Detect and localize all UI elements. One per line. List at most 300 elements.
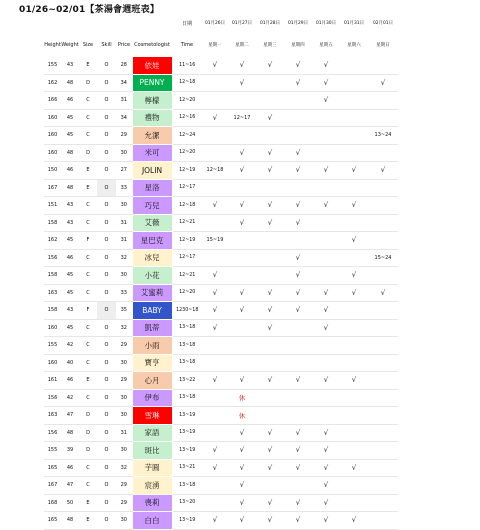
- shift-cell: [256, 74, 284, 92]
- shift-cell: [340, 477, 368, 495]
- check-mark: √: [202, 372, 228, 390]
- size-cell: E: [79, 179, 97, 197]
- table-row: [44, 442, 398, 460]
- date-header: 01月28日: [260, 21, 280, 26]
- weight-cell: 47: [61, 407, 79, 425]
- column-header-time: Time: [180, 42, 194, 49]
- check-mark: √: [368, 284, 398, 302]
- shift-cell: [340, 302, 368, 320]
- shift-cell: [256, 92, 284, 110]
- height-cell: 167: [44, 179, 61, 197]
- check-mark: √: [256, 302, 284, 320]
- shift-cell: [202, 249, 228, 267]
- shift-cell: 15~24: [368, 249, 398, 267]
- skill-cell: O: [97, 74, 116, 92]
- time-cell: 13~18: [172, 477, 202, 495]
- price-cell: 30: [116, 389, 132, 407]
- table-row: [44, 74, 398, 92]
- date-header: 01月27日: [232, 21, 252, 26]
- date-header: 01月31日: [344, 21, 364, 26]
- time-cell: 12~16: [172, 109, 202, 127]
- cosmetologist-name: PENNY: [132, 74, 172, 92]
- check-mark: √: [340, 284, 368, 302]
- weight-cell: 40: [61, 354, 79, 372]
- check-mark: √: [340, 372, 368, 390]
- check-mark: √: [202, 57, 228, 75]
- check-mark: √: [340, 197, 368, 215]
- cosmetologist-name: 白白: [132, 512, 172, 530]
- weight-cell: 45: [61, 232, 79, 250]
- weight-cell: 46: [61, 459, 79, 477]
- size-cell: F: [79, 232, 97, 250]
- size-cell: C: [79, 389, 97, 407]
- check-mark: √: [284, 57, 312, 75]
- shift-cell: [312, 407, 340, 425]
- shift-cell: [228, 249, 256, 267]
- time-cell: 12~20: [172, 284, 202, 302]
- weight-cell: 45: [61, 127, 79, 145]
- check-mark: √: [312, 57, 340, 75]
- time-cell: 12~21: [172, 214, 202, 232]
- cosmetologist-name: 芋圓: [132, 459, 172, 477]
- time-cell: 12~20: [172, 92, 202, 110]
- check-mark: √: [228, 144, 256, 162]
- price-cell: 33: [116, 284, 132, 302]
- column-header-price: Price: [117, 42, 131, 49]
- check-mark: √: [284, 267, 312, 285]
- check-mark: √: [284, 424, 312, 442]
- shift-cell: [228, 179, 256, 197]
- time-cell: 13~18: [172, 354, 202, 372]
- skill-cell: O: [97, 92, 116, 110]
- time-cell: 12~18: [172, 197, 202, 215]
- shift-cell: [256, 389, 284, 407]
- shift-cell: [228, 319, 256, 337]
- check-mark: √: [312, 372, 340, 390]
- shift-cell: [340, 424, 368, 442]
- skill-cell: O: [97, 144, 116, 162]
- shift-cell: [312, 249, 340, 267]
- cosmetologist-name: 檸檬: [132, 92, 172, 110]
- shift-cell: 12~17: [228, 109, 256, 127]
- time-cell: 12~19: [172, 232, 202, 250]
- skill-cell: O: [97, 354, 116, 372]
- weight-cell: 46: [61, 92, 79, 110]
- cosmetologist-name: 雪琳: [132, 407, 172, 425]
- shift-cell: [228, 267, 256, 285]
- check-mark: √: [284, 162, 312, 180]
- sheet-title: 01/26~02/01【茶湯會週班表】: [19, 5, 160, 15]
- check-mark: √: [340, 512, 368, 530]
- weekday-header: 星期四: [291, 43, 305, 49]
- shift-cell: [228, 354, 256, 372]
- price-cell: 30: [116, 512, 132, 530]
- cosmetologist-name: 依娃: [132, 57, 172, 75]
- cosmetologist-name: BABY: [132, 302, 172, 320]
- shift-cell: [368, 214, 398, 232]
- column-header-skill: Skill: [101, 42, 112, 49]
- price-cell: 30: [116, 197, 132, 215]
- weekday-header: 星期日: [376, 43, 390, 49]
- column-header-cosmetologist: Cosmetologist: [134, 42, 170, 48]
- height-cell: 168: [44, 494, 61, 512]
- size-cell: C: [79, 284, 97, 302]
- height-cell: 158: [44, 214, 61, 232]
- shift-cell: [368, 197, 398, 215]
- check-mark: √: [256, 109, 284, 127]
- shift-cell: [284, 109, 312, 127]
- table-row: [44, 197, 398, 215]
- shift-cell: [284, 127, 312, 145]
- weight-cell: 47: [61, 477, 79, 495]
- cosmetologist-name: 禮物: [132, 109, 172, 127]
- shift-cell: [312, 109, 340, 127]
- height-cell: 165: [44, 459, 61, 477]
- size-cell: D: [79, 424, 97, 442]
- check-mark: √: [312, 197, 340, 215]
- date-header: 01月30日: [316, 21, 336, 26]
- size-cell: C: [79, 337, 97, 355]
- shift-cell: [368, 389, 398, 407]
- check-mark: √: [284, 144, 312, 162]
- price-cell: 30: [116, 442, 132, 460]
- skill-cell: O: [97, 319, 116, 337]
- check-mark: √: [312, 424, 340, 442]
- weekday-header: 星期三: [263, 43, 277, 49]
- shift-cell: [202, 74, 228, 92]
- check-mark: √: [228, 424, 256, 442]
- weight-cell: 46: [61, 372, 79, 390]
- shift-cell: [368, 424, 398, 442]
- check-mark: √: [312, 442, 340, 460]
- weekday-header: 星期二: [235, 43, 249, 49]
- price-cell: 31: [116, 214, 132, 232]
- check-mark: √: [256, 144, 284, 162]
- time-cell: 12~21: [172, 267, 202, 285]
- weekday-header: 星期一: [208, 43, 222, 49]
- shift-cell: [202, 389, 228, 407]
- shift-cell: [340, 319, 368, 337]
- shift-cell: [312, 337, 340, 355]
- table-row: [44, 57, 398, 75]
- height-cell: 158: [44, 302, 61, 320]
- size-cell: C: [79, 197, 97, 215]
- shift-cell: [368, 442, 398, 460]
- price-cell: 30: [116, 267, 132, 285]
- check-mark: √: [340, 162, 368, 180]
- table-row: [44, 92, 398, 110]
- size-cell: C: [79, 459, 97, 477]
- height-cell: 160: [44, 144, 61, 162]
- shift-cell: [368, 302, 398, 320]
- column-header-height: Height: [44, 42, 61, 49]
- table-row: [44, 267, 398, 285]
- shift-cell: [340, 494, 368, 512]
- shift-cell: [312, 127, 340, 145]
- day-off-mark: 休: [228, 389, 256, 407]
- header-row-columns: [44, 34, 398, 57]
- check-mark: √: [228, 459, 256, 477]
- shift-cell: [368, 92, 398, 110]
- price-cell: 28: [116, 57, 132, 75]
- shift-cell: [256, 267, 284, 285]
- price-cell: 34: [116, 109, 132, 127]
- shift-cell: [228, 337, 256, 355]
- check-mark: √: [312, 74, 340, 92]
- skill-cell: O: [97, 109, 116, 127]
- cosmetologist-name: 喪莉: [132, 494, 172, 512]
- cosmetologist-name: 艾薇: [132, 214, 172, 232]
- shift-cell: [284, 319, 312, 337]
- check-mark: √: [202, 197, 228, 215]
- shift-cell: [340, 442, 368, 460]
- weekday-header: 星期五: [319, 43, 333, 49]
- size-cell: E: [79, 512, 97, 530]
- check-mark: √: [368, 74, 398, 92]
- shift-cell: [368, 354, 398, 372]
- shift-cell: [202, 179, 228, 197]
- price-cell: 29: [116, 337, 132, 355]
- weight-cell: 45: [61, 109, 79, 127]
- check-mark: √: [312, 477, 340, 495]
- shift-cell: [256, 127, 284, 145]
- price-cell: 31: [116, 424, 132, 442]
- weight-cell: 45: [61, 319, 79, 337]
- shift-cell: [340, 74, 368, 92]
- cosmetologist-name: 小雨: [132, 337, 172, 355]
- price-cell: 27: [116, 162, 132, 180]
- check-mark: √: [228, 372, 256, 390]
- table-row: [44, 337, 398, 355]
- weight-cell: 42: [61, 389, 79, 407]
- check-mark: √: [256, 494, 284, 512]
- cosmetologist-name: 斑比: [132, 442, 172, 460]
- size-cell: E: [79, 57, 97, 75]
- table-row: [44, 389, 398, 407]
- table-row: [44, 512, 398, 530]
- check-mark: √: [228, 214, 256, 232]
- shift-cell: [284, 407, 312, 425]
- size-cell: E: [79, 494, 97, 512]
- height-cell: 156: [44, 424, 61, 442]
- cosmetologist-name: 冰兒: [132, 249, 172, 267]
- check-mark: √: [256, 284, 284, 302]
- check-mark: √: [256, 424, 284, 442]
- time-cell: 13~18: [172, 337, 202, 355]
- check-mark: √: [284, 74, 312, 92]
- check-mark: √: [312, 284, 340, 302]
- check-mark: √: [256, 57, 284, 75]
- weight-cell: 42: [61, 337, 79, 355]
- check-mark: √: [284, 512, 312, 530]
- cosmetologist-name: 家語: [132, 424, 172, 442]
- price-cell: 33: [116, 179, 132, 197]
- shift-cell: [202, 127, 228, 145]
- column-header-weight: Weight: [61, 42, 79, 49]
- shift-cell: [368, 337, 398, 355]
- size-cell: D: [79, 442, 97, 460]
- shift-cell: [284, 354, 312, 372]
- shift-cell: [312, 267, 340, 285]
- skill-cell: O: [97, 459, 116, 477]
- time-cell: 11~16: [172, 57, 202, 75]
- check-mark: √: [312, 319, 340, 337]
- shift-cell: [256, 477, 284, 495]
- shift-cell: [284, 389, 312, 407]
- price-cell: 30: [116, 354, 132, 372]
- check-mark: √: [340, 232, 368, 250]
- check-mark: √: [202, 459, 228, 477]
- check-mark: √: [340, 267, 368, 285]
- skill-cell: O: [97, 372, 116, 390]
- weight-cell: 43: [61, 197, 79, 215]
- size-cell: C: [79, 214, 97, 232]
- shift-cell: [256, 179, 284, 197]
- check-mark: √: [228, 162, 256, 180]
- check-mark: √: [284, 494, 312, 512]
- skill-cell: O: [97, 179, 116, 197]
- shift-cell: [340, 179, 368, 197]
- table-row: [44, 249, 398, 267]
- cosmetologist-name: 允潔: [132, 127, 172, 145]
- check-mark: √: [228, 57, 256, 75]
- shift-cell: [202, 337, 228, 355]
- shift-cell: [368, 267, 398, 285]
- shift-cell: [312, 179, 340, 197]
- price-cell: 29: [116, 127, 132, 145]
- cosmetologist-name: 凱蒂: [132, 319, 172, 337]
- shift-cell: [368, 407, 398, 425]
- price-cell: 35: [116, 302, 132, 320]
- check-mark: √: [228, 197, 256, 215]
- height-cell: 155: [44, 442, 61, 460]
- check-mark: √: [312, 512, 340, 530]
- weight-cell: 48: [61, 74, 79, 92]
- skill-cell: O: [97, 232, 116, 250]
- schedule-rows: [44, 57, 398, 530]
- skill-cell: O: [97, 512, 116, 530]
- height-cell: 162: [44, 74, 61, 92]
- weight-cell: 45: [61, 284, 79, 302]
- skill-cell: O: [97, 267, 116, 285]
- table-row: [44, 179, 398, 197]
- table-row: [44, 232, 398, 250]
- check-mark: √: [228, 494, 256, 512]
- skill-cell: O: [97, 127, 116, 145]
- shift-cell: [340, 249, 368, 267]
- weight-cell: 48: [61, 179, 79, 197]
- table-row: [44, 407, 398, 425]
- time-cell: 13~19: [172, 512, 202, 530]
- shift-cell: [312, 232, 340, 250]
- cosmetologist-name: 米可: [132, 144, 172, 162]
- skill-cell: O: [97, 389, 116, 407]
- check-mark: √: [284, 442, 312, 460]
- price-cell: 29: [116, 494, 132, 512]
- price-cell: 29: [116, 372, 132, 390]
- check-mark: √: [228, 302, 256, 320]
- skill-cell: O: [97, 57, 116, 75]
- shift-cell: [368, 179, 398, 197]
- time-cell: 12~19: [172, 162, 202, 180]
- height-cell: 156: [44, 249, 61, 267]
- cosmetologist-name: 星巴克: [132, 232, 172, 250]
- size-cell: C: [79, 354, 97, 372]
- skill-cell: O: [97, 442, 116, 460]
- shift-cell: [202, 407, 228, 425]
- schedule-table: [44, 12, 398, 530]
- height-cell: 155: [44, 337, 61, 355]
- skill-cell: O: [97, 477, 116, 495]
- time-cell: 13~22: [172, 372, 202, 390]
- height-cell: 160: [44, 127, 61, 145]
- price-cell: 31: [116, 232, 132, 250]
- shift-cell: [284, 337, 312, 355]
- check-mark: √: [202, 512, 228, 530]
- size-cell: F: [79, 302, 97, 320]
- check-mark: √: [228, 74, 256, 92]
- shift-cell: [256, 407, 284, 425]
- height-cell: 167: [44, 477, 61, 495]
- cosmetologist-name: 巧兒: [132, 197, 172, 215]
- shift-cell: [340, 127, 368, 145]
- shift-cell: [202, 354, 228, 372]
- weekday-header: 星期六: [347, 43, 361, 49]
- size-cell: C: [79, 477, 97, 495]
- shift-cell: [312, 354, 340, 372]
- skill-cell: O: [97, 337, 116, 355]
- shift-cell: [202, 144, 228, 162]
- time-cell: 13~18: [172, 389, 202, 407]
- check-mark: √: [312, 162, 340, 180]
- skill-cell: O: [97, 197, 116, 215]
- cosmetologist-name: 艾蜜莉: [132, 284, 172, 302]
- skill-cell: O: [97, 302, 116, 320]
- cosmetologist-name: 伊布: [132, 389, 172, 407]
- date-header: 02月01日: [373, 21, 393, 26]
- shift-cell: [368, 459, 398, 477]
- table-row: [44, 354, 398, 372]
- shift-cell: 12~18: [202, 162, 228, 180]
- table-row: [44, 284, 398, 302]
- check-mark: √: [284, 459, 312, 477]
- shift-cell: [368, 372, 398, 390]
- check-mark: √: [312, 459, 340, 477]
- cosmetologist-name: JOLIN: [132, 162, 172, 180]
- check-mark: √: [256, 459, 284, 477]
- time-cell: 13~19: [172, 442, 202, 460]
- weight-cell: 48: [61, 424, 79, 442]
- height-cell: 163: [44, 407, 61, 425]
- skill-cell: O: [97, 284, 116, 302]
- skill-cell: O: [97, 424, 116, 442]
- shift-cell: [284, 232, 312, 250]
- shift-cell: [256, 232, 284, 250]
- check-mark: √: [202, 109, 228, 127]
- skill-cell: O: [97, 407, 116, 425]
- weight-cell: 46: [61, 249, 79, 267]
- check-mark: √: [256, 197, 284, 215]
- shift-cell: [284, 477, 312, 495]
- cosmetologist-name: 星洛: [132, 179, 172, 197]
- table-row: [44, 459, 398, 477]
- check-mark: √: [312, 494, 340, 512]
- table-row: [44, 372, 398, 390]
- shift-cell: [340, 109, 368, 127]
- table-row: [44, 109, 398, 127]
- height-cell: 155: [44, 57, 61, 75]
- weight-cell: 39: [61, 442, 79, 460]
